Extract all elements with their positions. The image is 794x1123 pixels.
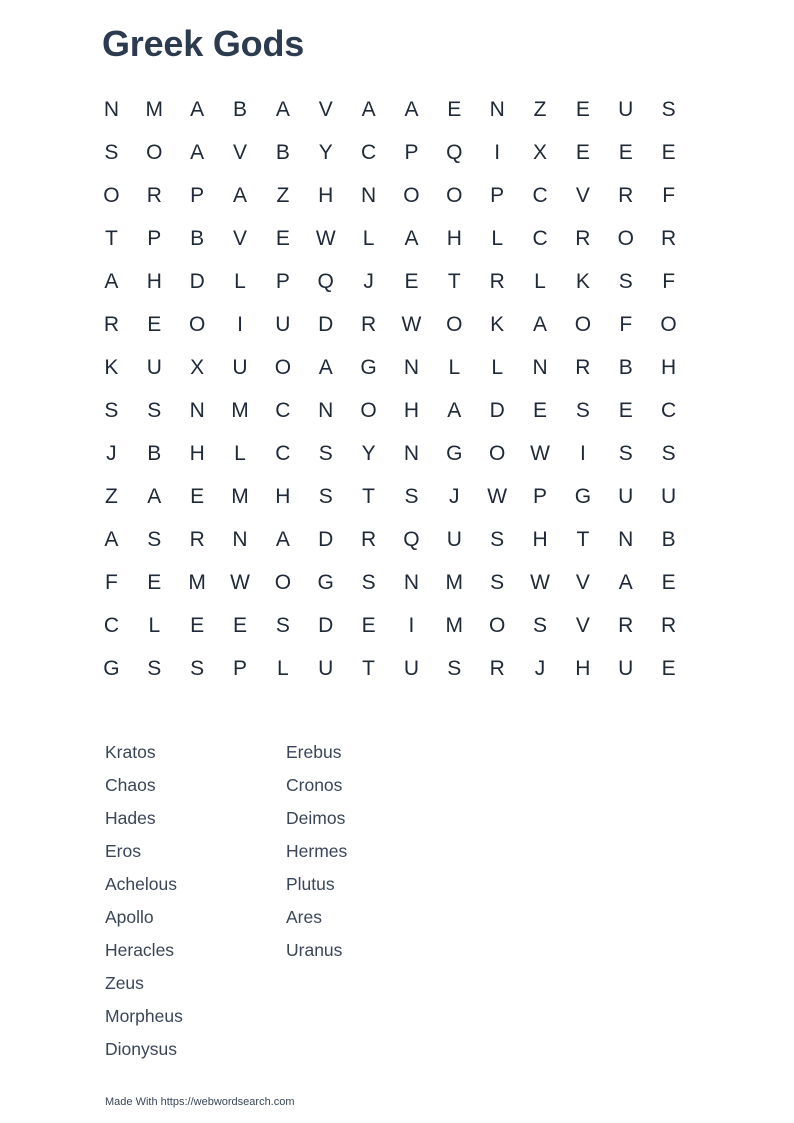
grid-row bbox=[90, 604, 690, 647]
grid-row bbox=[90, 303, 690, 346]
grid-cell[interactable]: P bbox=[533, 485, 548, 508]
grid-cell[interactable]: E bbox=[147, 571, 162, 594]
grid-row bbox=[90, 432, 690, 475]
grid-cell[interactable]: S bbox=[490, 571, 505, 594]
grid-cell[interactable]: A bbox=[233, 184, 248, 207]
grid-cell[interactable]: U bbox=[618, 657, 634, 680]
grid-cell[interactable]: R bbox=[103, 313, 120, 336]
grid-cell[interactable]: N bbox=[618, 528, 634, 551]
grid-cell[interactable]: L bbox=[148, 614, 161, 637]
grid-cell[interactable]: R bbox=[575, 227, 591, 250]
grid-cell[interactable]: S bbox=[533, 614, 548, 637]
grid-cell[interactable]: O bbox=[274, 571, 292, 594]
page-title: Greek Gods bbox=[102, 23, 305, 64]
word-list-item: Apollo bbox=[105, 907, 154, 927]
grid-cell[interactable]: E bbox=[661, 571, 676, 594]
grid-cell[interactable]: F bbox=[662, 270, 676, 293]
grid-cell[interactable]: U bbox=[146, 356, 162, 379]
grid-row bbox=[90, 389, 690, 432]
grid-cell[interactable]: A bbox=[318, 356, 333, 379]
grid-cell[interactable]: H bbox=[532, 528, 548, 551]
grid-cell[interactable]: Y bbox=[361, 442, 376, 465]
grid-cell[interactable]: Q bbox=[446, 141, 463, 164]
grid-cell[interactable]: E bbox=[190, 485, 205, 508]
word-list-item: Achelous bbox=[105, 874, 177, 894]
grid-row bbox=[90, 647, 690, 690]
grid-cell[interactable]: T bbox=[362, 657, 375, 680]
grid-cell[interactable]: O bbox=[488, 442, 506, 465]
grid-cell[interactable]: O bbox=[146, 141, 163, 164]
grid-cell[interactable]: N bbox=[403, 442, 420, 465]
grid-cell[interactable]: D bbox=[318, 614, 334, 637]
grid-cell[interactable]: R bbox=[661, 614, 677, 637]
grid-cell[interactable]: L bbox=[234, 270, 246, 293]
grid-cell[interactable]: Q bbox=[317, 270, 334, 293]
grid-cell[interactable]: A bbox=[147, 485, 162, 508]
grid-cell[interactable]: R bbox=[661, 227, 677, 250]
grid-cell[interactable]: X bbox=[533, 141, 548, 164]
grid-cell[interactable]: O bbox=[103, 184, 120, 207]
grid-cell[interactable]: O bbox=[617, 227, 634, 250]
grid-cell[interactable]: S bbox=[104, 399, 119, 422]
word-list-item: Plutus bbox=[286, 874, 335, 894]
grid-cell[interactable]: P bbox=[233, 657, 248, 680]
grid-cell[interactable]: U bbox=[403, 657, 420, 680]
grid-cell[interactable]: S bbox=[147, 657, 162, 680]
grid-cell[interactable]: E bbox=[190, 614, 205, 637]
grid-cell[interactable]: C bbox=[275, 399, 291, 422]
grid-cell[interactable]: J bbox=[449, 485, 460, 508]
grid-cell[interactable]: P bbox=[404, 141, 419, 164]
letter-grid bbox=[90, 88, 690, 690]
grid-cell[interactable]: I bbox=[408, 614, 415, 637]
grid-cell[interactable]: A bbox=[404, 98, 419, 121]
grid-cell[interactable]: C bbox=[532, 184, 548, 207]
grid-cell[interactable]: U bbox=[661, 485, 677, 508]
grid-cell[interactable]: E bbox=[361, 614, 376, 637]
grid-cell[interactable]: D bbox=[318, 528, 334, 551]
grid-cell[interactable]: M bbox=[231, 399, 249, 422]
grid-cell[interactable]: D bbox=[489, 399, 505, 422]
word-list-item: Zeus bbox=[105, 973, 144, 993]
word-list-item: Heracles bbox=[105, 940, 175, 960]
grid-cell[interactable]: O bbox=[274, 356, 292, 379]
grid-cell[interactable]: N bbox=[318, 399, 334, 422]
grid-cell[interactable]: I bbox=[494, 141, 501, 164]
grid-cell[interactable]: T bbox=[362, 485, 375, 508]
grid-cell[interactable]: C bbox=[532, 227, 548, 250]
grid-cell[interactable]: A bbox=[447, 399, 462, 422]
grid-cell[interactable]: J bbox=[363, 270, 374, 293]
grid-cell[interactable]: H bbox=[189, 442, 205, 465]
grid-cell[interactable]: P bbox=[190, 184, 205, 207]
grid-cell[interactable]: L bbox=[234, 442, 246, 465]
grid-cell[interactable]: K bbox=[490, 313, 505, 336]
grid-row bbox=[90, 88, 690, 131]
grid-cell[interactable]: E bbox=[575, 98, 590, 121]
grid-cell[interactable]: M bbox=[145, 98, 164, 121]
grid-cell[interactable]: B bbox=[275, 141, 290, 164]
grid-cell[interactable]: P bbox=[275, 270, 290, 293]
word-list-item: Dionysus bbox=[105, 1039, 177, 1059]
grid-cell[interactable]: S bbox=[147, 399, 162, 422]
grid-cell[interactable]: A bbox=[618, 571, 633, 594]
grid-cell[interactable]: E bbox=[404, 270, 419, 293]
grid-cell[interactable]: S bbox=[318, 442, 333, 465]
grid-cell[interactable]: R bbox=[618, 184, 634, 207]
grid-cell[interactable]: R bbox=[489, 270, 505, 293]
grid-cell[interactable]: W bbox=[530, 442, 550, 465]
grid-cell[interactable]: U bbox=[618, 98, 634, 121]
grid-cell[interactable]: B bbox=[190, 227, 205, 250]
grid-cell[interactable]: S bbox=[104, 141, 119, 164]
grid-cell[interactable]: S bbox=[361, 571, 376, 594]
grid-row bbox=[90, 131, 690, 174]
grid-cell[interactable]: I bbox=[237, 313, 243, 336]
grid-cell[interactable]: E bbox=[533, 399, 548, 422]
grid-cell[interactable]: T bbox=[105, 227, 118, 250]
grid-row bbox=[90, 260, 690, 303]
grid-cell[interactable]: Z bbox=[276, 184, 290, 207]
grid-cell[interactable]: P bbox=[147, 227, 162, 250]
grid-cell[interactable]: S bbox=[618, 270, 633, 293]
word-list-item: Cronos bbox=[286, 775, 343, 795]
grid-cell[interactable]: U bbox=[446, 528, 462, 551]
grid-cell[interactable]: O bbox=[574, 313, 592, 336]
word-list-item: Eros bbox=[105, 841, 141, 861]
grid-cell[interactable]: H bbox=[146, 270, 162, 293]
grid-row bbox=[90, 346, 690, 389]
grid-cell[interactable]: A bbox=[533, 313, 548, 336]
grid-cell[interactable]: O bbox=[446, 313, 463, 336]
grid-cell[interactable]: E bbox=[618, 141, 633, 164]
grid-cell[interactable]: J bbox=[106, 442, 117, 465]
grid-cell[interactable]: W bbox=[487, 485, 508, 508]
grid-cell[interactable]: N bbox=[403, 356, 420, 379]
grid-cell[interactable]: V bbox=[575, 571, 590, 594]
grid-cell[interactable]: V bbox=[575, 614, 590, 637]
grid-cell[interactable]: K bbox=[104, 356, 119, 379]
grid-cell[interactable]: C bbox=[661, 399, 677, 422]
grid-cell[interactable]: E bbox=[661, 141, 676, 164]
grid-cell[interactable]: R bbox=[489, 657, 505, 680]
grid-cell[interactable]: B bbox=[618, 356, 633, 379]
grid-cell[interactable]: S bbox=[618, 442, 633, 465]
grid-cell[interactable]: E bbox=[275, 227, 290, 250]
grid-cell[interactable]: T bbox=[576, 528, 590, 551]
word-list-item: Hermes bbox=[286, 841, 348, 861]
grid-cell[interactable]: E bbox=[447, 98, 462, 121]
grid-cell[interactable]: M bbox=[188, 571, 206, 594]
grid-cell[interactable]: V bbox=[233, 141, 248, 164]
grid-cell[interactable]: B bbox=[233, 98, 248, 121]
word-list-item: Morpheus bbox=[105, 1006, 183, 1026]
word-list bbox=[105, 736, 467, 1066]
grid-cell[interactable]: S bbox=[661, 442, 676, 465]
grid-cell[interactable]: K bbox=[575, 270, 590, 293]
grid-cell[interactable]: V bbox=[575, 184, 590, 207]
grid-cell[interactable]: O bbox=[446, 184, 463, 207]
grid-cell[interactable]: B bbox=[661, 528, 676, 551]
word-list-item: Uranus bbox=[286, 940, 343, 960]
grid-cell[interactable]: S bbox=[447, 657, 462, 680]
grid-cell[interactable]: G bbox=[446, 442, 463, 465]
grid-cell[interactable]: N bbox=[103, 98, 120, 121]
grid-cell[interactable]: H bbox=[575, 657, 591, 680]
grid-cell[interactable]: H bbox=[661, 356, 677, 379]
grid-cell[interactable]: S bbox=[275, 614, 290, 637]
grid-cell[interactable]: L bbox=[534, 270, 546, 293]
grid-cell[interactable]: R bbox=[146, 184, 162, 207]
grid-cell[interactable]: A bbox=[404, 227, 419, 250]
grid-cell[interactable]: R bbox=[189, 528, 205, 551]
grid-cell[interactable]: C bbox=[103, 614, 120, 637]
grid-cell[interactable]: A bbox=[275, 98, 290, 121]
grid-cell[interactable]: S bbox=[661, 98, 676, 121]
grid-cell[interactable]: E bbox=[233, 614, 248, 637]
grid-cell[interactable]: N bbox=[489, 98, 505, 121]
grid-cell[interactable]: T bbox=[447, 270, 461, 293]
grid-cell[interactable]: W bbox=[230, 571, 250, 594]
grid-cell[interactable]: E bbox=[618, 399, 633, 422]
grid-cell[interactable]: O bbox=[188, 313, 206, 336]
grid-cell[interactable]: A bbox=[104, 270, 119, 293]
grid-cell[interactable]: S bbox=[404, 485, 419, 508]
grid-cell[interactable]: P bbox=[490, 184, 505, 207]
grid-cell[interactable]: G bbox=[360, 356, 377, 379]
grid-cell[interactable]: V bbox=[233, 227, 248, 250]
grid-row bbox=[90, 561, 690, 604]
grid-cell[interactable]: Z bbox=[105, 485, 118, 508]
grid-cell[interactable]: R bbox=[361, 313, 377, 336]
grid-cell[interactable]: R bbox=[618, 614, 634, 637]
grid-cell[interactable]: F bbox=[105, 571, 118, 594]
grid-cell[interactable]: A bbox=[190, 141, 205, 164]
grid-cell[interactable]: B bbox=[147, 442, 162, 465]
grid-cell[interactable]: Z bbox=[533, 98, 547, 121]
word-list-item: Hades bbox=[105, 808, 156, 828]
grid-cell[interactable]: D bbox=[189, 270, 205, 293]
grid-cell[interactable]: G bbox=[574, 485, 592, 508]
grid-cell[interactable]: U bbox=[618, 485, 634, 508]
word-list-column-2 bbox=[286, 736, 467, 1066]
grid-cell[interactable]: E bbox=[661, 657, 676, 680]
grid-cell[interactable]: R bbox=[361, 528, 377, 551]
grid-cell[interactable]: L bbox=[448, 356, 461, 379]
grid-cell[interactable]: I bbox=[579, 442, 586, 465]
grid-cell[interactable]: S bbox=[575, 399, 590, 422]
grid-cell[interactable]: H bbox=[403, 399, 420, 422]
grid-row bbox=[90, 475, 690, 518]
grid-cell[interactable]: G bbox=[103, 657, 120, 680]
grid-cell[interactable]: N bbox=[361, 184, 377, 207]
grid-cell[interactable]: H bbox=[446, 227, 462, 250]
grid-cell[interactable]: M bbox=[445, 571, 464, 594]
grid-cell[interactable]: S bbox=[490, 528, 505, 551]
grid-cell[interactable]: F bbox=[619, 313, 633, 336]
grid-row bbox=[90, 518, 690, 561]
footer-credit: Made With https://webwordsearch.com bbox=[105, 1096, 295, 1108]
grid-cell[interactable]: N bbox=[189, 399, 205, 422]
grid-cell[interactable]: L bbox=[362, 227, 375, 250]
grid-cell[interactable]: W bbox=[315, 227, 336, 250]
grid-cell[interactable]: E bbox=[147, 313, 162, 336]
word-list-item: Chaos bbox=[105, 775, 156, 795]
grid-cell[interactable]: O bbox=[660, 313, 677, 336]
grid-cell[interactable]: E bbox=[575, 141, 590, 164]
grid-row bbox=[90, 217, 690, 260]
grid-cell[interactable]: L bbox=[491, 356, 503, 379]
grid-cell[interactable]: N bbox=[532, 356, 548, 379]
grid-cell[interactable]: A bbox=[361, 98, 376, 121]
grid-cell[interactable]: Q bbox=[403, 528, 420, 551]
grid-cell[interactable]: F bbox=[662, 184, 676, 207]
grid-cell[interactable]: H bbox=[318, 184, 334, 207]
grid-cell[interactable]: J bbox=[534, 657, 546, 680]
grid-cell[interactable]: X bbox=[190, 356, 205, 379]
grid-cell[interactable]: L bbox=[491, 227, 503, 250]
grid-cell[interactable]: W bbox=[401, 313, 422, 336]
grid-cell[interactable]: U bbox=[232, 356, 248, 379]
word-list-item: Ares bbox=[286, 907, 322, 927]
grid-cell[interactable]: A bbox=[104, 528, 119, 551]
grid-cell[interactable]: S bbox=[190, 657, 205, 680]
grid-cell[interactable]: L bbox=[277, 657, 289, 680]
grid-cell[interactable]: C bbox=[275, 442, 291, 465]
grid-cell[interactable]: U bbox=[275, 313, 291, 336]
grid-cell[interactable]: N bbox=[403, 571, 420, 594]
grid-cell[interactable]: M bbox=[445, 614, 464, 637]
grid-cell[interactable]: R bbox=[575, 356, 591, 379]
grid-row bbox=[90, 174, 690, 217]
word-list-column-1 bbox=[105, 736, 286, 1066]
grid-cell[interactable]: D bbox=[318, 313, 334, 336]
word-list-item: Deimos bbox=[286, 808, 346, 828]
grid-cell[interactable]: M bbox=[231, 485, 249, 508]
grid-cell[interactable]: V bbox=[318, 98, 333, 121]
word-list-item: Erebus bbox=[286, 742, 342, 762]
grid-cell[interactable]: W bbox=[530, 571, 550, 594]
grid-cell[interactable]: S bbox=[147, 528, 162, 551]
grid-cell[interactable]: O bbox=[360, 399, 377, 422]
grid-cell[interactable]: G bbox=[317, 571, 334, 594]
grid-cell[interactable]: S bbox=[318, 485, 333, 508]
grid-cell[interactable]: Y bbox=[318, 141, 333, 164]
grid-cell[interactable]: C bbox=[361, 141, 377, 164]
grid-cell[interactable]: H bbox=[275, 485, 291, 508]
grid-cell[interactable]: O bbox=[403, 184, 420, 207]
grid-cell[interactable]: A bbox=[190, 98, 205, 121]
grid-cell[interactable]: U bbox=[318, 657, 334, 680]
grid-cell[interactable]: A bbox=[275, 528, 290, 551]
word-list-item: Kratos bbox=[105, 742, 156, 762]
grid-cell[interactable]: O bbox=[488, 614, 506, 637]
grid-cell[interactable]: N bbox=[232, 528, 248, 551]
